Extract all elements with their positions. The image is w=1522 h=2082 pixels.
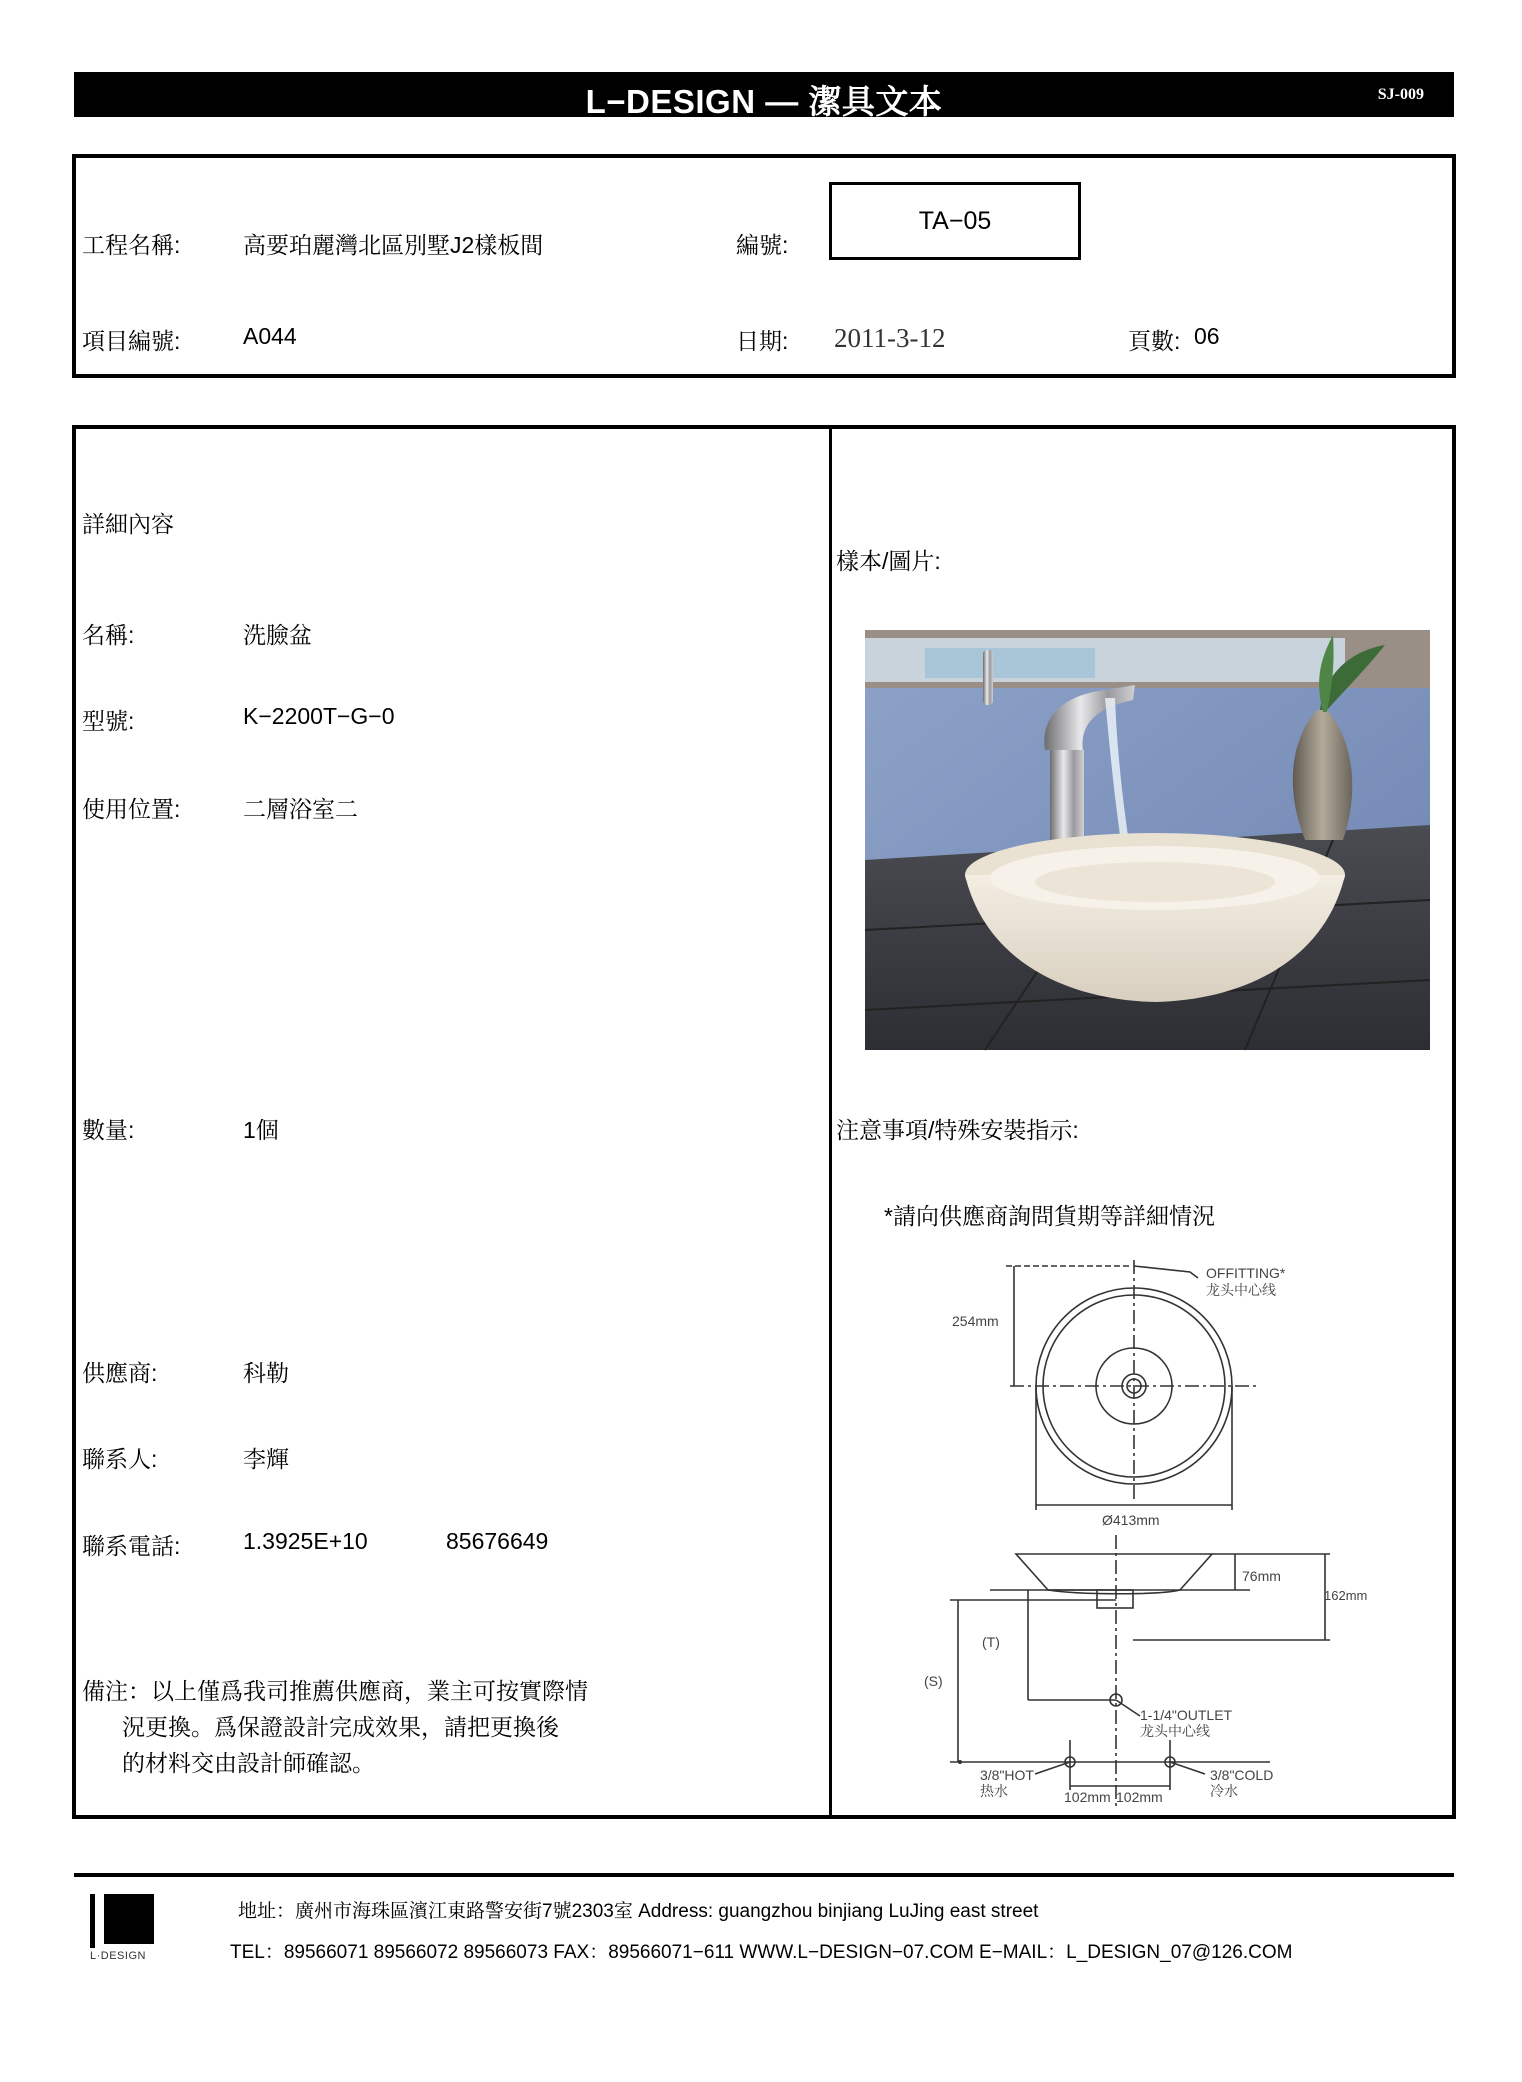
location-value: 二層浴室二 [243, 796, 358, 822]
outlet-text: 1-1/4"OUTLET [1140, 1707, 1233, 1723]
remark-line-3: 的材料交由設計師確認。 [122, 1750, 375, 1776]
model-label: 型號: [82, 708, 135, 734]
footer-divider [74, 1873, 1454, 1877]
logo-text: L·DESIGN [90, 1950, 146, 1962]
date-label: 日期: [736, 328, 789, 354]
remark-line-2: 況更換。爲保證設計完成效果，請把更換後 [122, 1714, 559, 1740]
t-label: (T) [982, 1634, 1000, 1650]
quantity-label: 數量: [82, 1117, 135, 1143]
dim-413: Ø413mm [1102, 1512, 1160, 1528]
faucet-center-text: 龙头中心线 [1206, 1282, 1276, 1298]
document-code: SJ-009 [1377, 86, 1424, 103]
pages-label: 頁數: [1128, 328, 1181, 354]
number-box [829, 182, 1081, 260]
s-label: (S) [924, 1673, 943, 1689]
remark-line-1: 備注：以上僅爲我司推薦供應商，業主可按實際情 [82, 1678, 588, 1704]
offitting-text: OFFITTING* [1206, 1265, 1286, 1281]
technical-drawing [924, 1250, 1368, 1810]
footer-contact: TEL：89566071 89566072 89566073 FAX：89566071−611 WWW.L−DESIGN−07.COM E−MAIL：L_DESIGN_07@126.COM [230, 1942, 1293, 1963]
item-number-value: A044 [243, 323, 297, 349]
details-heading: 詳細內容 [82, 511, 174, 537]
outlet-center-text: 龙头中心线 [1140, 1723, 1210, 1739]
hot-text: 3/8"HOT [980, 1767, 1034, 1783]
phone-value-2: 85676649 [446, 1528, 549, 1554]
column-divider [829, 425, 832, 1819]
notes-label: 注意事項/特殊安裝指示: [836, 1117, 1079, 1143]
dim-162: 162mm [1324, 1588, 1368, 1603]
number-label: 編號: [736, 232, 789, 258]
supplier-value: 科勒 [243, 1360, 289, 1386]
page-title: L−DESIGN — 潔具文本 [585, 83, 943, 120]
product-photo [865, 630, 1430, 1050]
hot-cn-text: 热水 [980, 1783, 1008, 1799]
name-label: 名稱: [82, 622, 135, 648]
project-name-value: 高要珀麗灣北區別墅J2樣板間 [243, 232, 544, 258]
date-value: 2011-3-12 [834, 323, 946, 353]
title-bar [74, 72, 1454, 120]
name-value: 洗臉盆 [243, 622, 312, 648]
footer-address: 地址：廣州市海珠區濱江東路警安街7號2303室 Address: guangzhou binjiang LuJing east street [238, 1901, 1039, 1922]
pages-value: 06 [1194, 323, 1220, 349]
dim-102a: 102mm [1064, 1789, 1111, 1805]
contact-label: 聯系人: [82, 1446, 158, 1472]
dim-76: 76mm [1242, 1568, 1281, 1584]
notes-text: *請向供應商詢問貨期等詳細情況 [884, 1203, 1215, 1229]
ldesign-logo [90, 1894, 162, 1952]
dim-254: 254mm [952, 1313, 999, 1329]
cold-text: 3/8"COLD [1210, 1767, 1274, 1783]
model-value: K−2200T−G−0 [243, 703, 395, 729]
phone-value-1: 1.3925E+10 [243, 1528, 368, 1554]
dim-102b: 102mm [1116, 1789, 1163, 1805]
phone-label: 聯系電話: [82, 1533, 181, 1559]
supplier-label: 供應商: [82, 1360, 158, 1386]
sample-label: 樣本/圖片: [836, 548, 941, 574]
cold-cn-text: 冷水 [1210, 1783, 1238, 1799]
location-label: 使用位置: [82, 796, 181, 822]
number-value: TA−05 [918, 207, 992, 235]
quantity-value: 1個 [243, 1117, 279, 1143]
project-name-label: 工程名稱: [82, 232, 181, 258]
item-number-label: 項目編號: [82, 328, 181, 354]
contact-value: 李輝 [243, 1446, 289, 1472]
